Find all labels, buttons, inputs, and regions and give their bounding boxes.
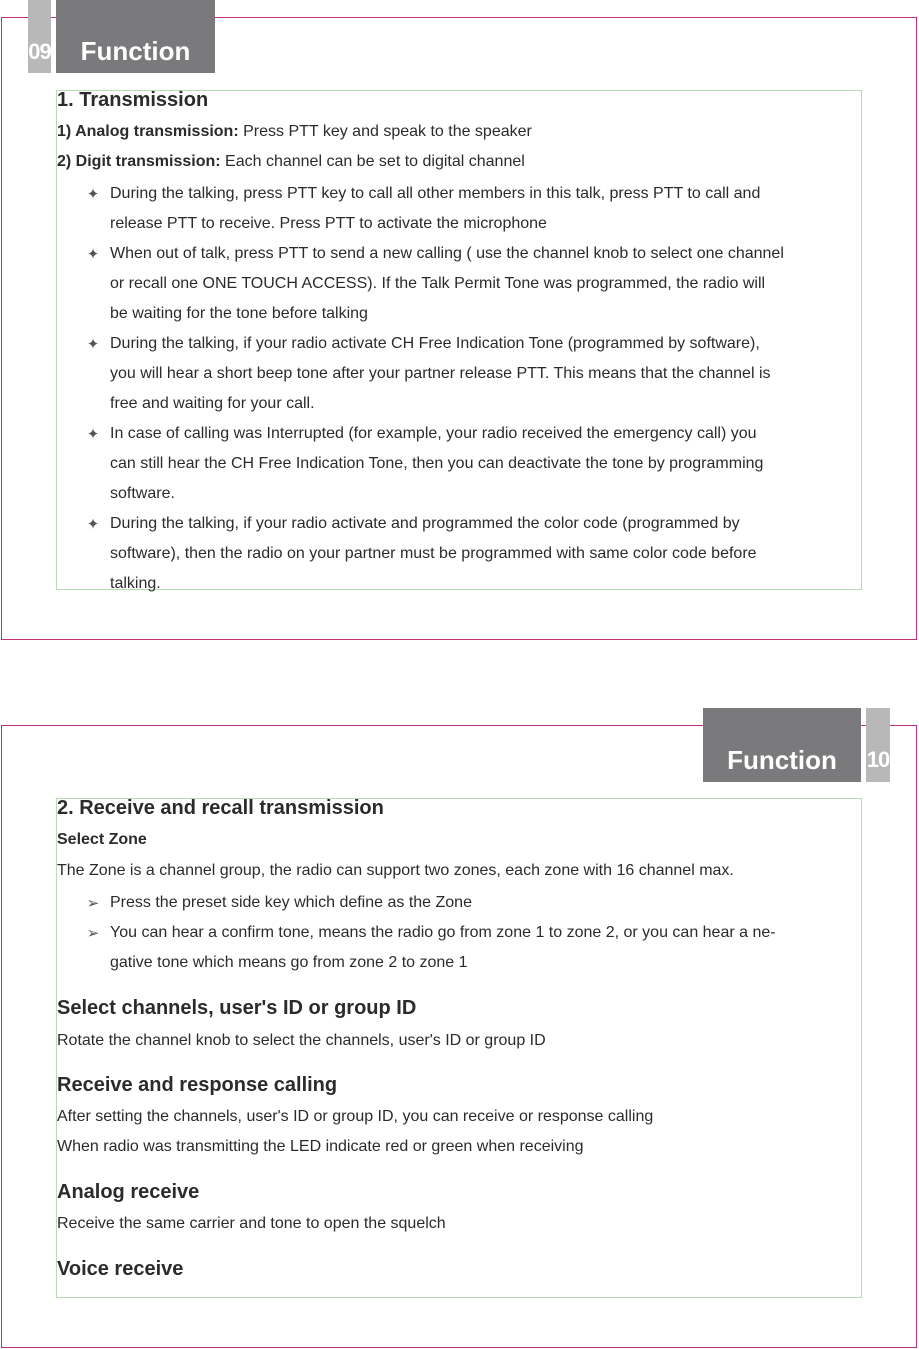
voice-receive-title: Voice receive [57,1258,184,1280]
select-channels-text: Rotate the channel knob to select the channels, user's ID or group ID [57,1032,546,1049]
star-bullet-icon: ✦ [86,336,100,353]
select-zone-title: Select Zone [57,831,147,848]
section-tab-title: Function [703,708,861,782]
page-number-09: 09 [28,0,51,73]
bullet-line: talking. [110,575,161,592]
star-bullet-icon: ✦ [86,186,100,203]
star-bullet-icon: ✦ [86,426,100,443]
arrow-bullet-icon: ➢ [86,925,100,942]
bullet-line: you will hear a short beep tone after your partner release PTT. This means that the channel is [110,365,771,382]
bullet-line: free and waiting for your call. [110,395,315,412]
bullet-line: or recall one ONE TOUCH ACCESS). If the Talk Permit Tone was programmed, the radio will [110,275,766,292]
bullet-line: can still hear the CH Free Indication Tone, then you can deactivate the tone by programming [110,455,764,472]
bullet-line: software), then the radio on your partner must be programmed with same color code before [110,545,757,562]
bullet-line: release PTT to receive. Press PTT to activate the microphone [110,215,547,232]
star-bullet-icon: ✦ [86,516,100,533]
bullet-line: During the talking, if your radio activate CH Free Indication Tone (programmed by software), [110,335,760,352]
section-tab-title: Function [56,0,215,73]
bullet-line: Press the preset side key which define as the Zone [110,894,472,911]
analog-transmission-line [57,122,532,142]
bullet-line: gative tone which means go from zone 2 to zone 1 [110,954,468,971]
digit-transmission-text: Each channel can be set to digital channel [225,153,525,170]
section-heading: 2. Receive and recall transmission [57,797,384,819]
star-bullet-icon: ✦ [86,246,100,263]
bullet-line: When out of talk, press PTT to send a new calling ( use the channel knob to select one channel [110,245,784,262]
bullet-line: During the talking, press PTT key to call all other members in this talk, press PTT to call and [110,185,761,202]
bullet-line: In case of calling was Interrupted (for example, your radio received the emergency call) you [110,425,757,442]
analog-receive-text: Receive the same carrier and tone to open the squelch [57,1215,446,1232]
digit-transmission-line [57,152,525,172]
section-heading: 1. Transmission [57,89,209,111]
arrow-bullet-icon: ➢ [86,895,100,912]
receive-title: Receive and response calling [57,1074,338,1096]
select-channels-title: Select channels, user's ID or group ID [57,997,417,1019]
digit-transmission-label: 2) Digit transmission: [57,153,221,170]
receive-text: When radio was transmitting the LED indicate red or green when receiving [57,1138,584,1155]
bullet-line: During the talking, if your radio activate and programmed the color code (programmed by [110,515,740,532]
page-number-10: 10 [866,708,890,782]
analog-transmission-label: 1) Analog transmission: [57,123,239,140]
bullet-line: software. [110,485,175,502]
bullet-line: be waiting for the tone before talking [110,305,368,322]
select-zone-text: The Zone is a channel group, the radio can support two zones, each zone with 16 channel max. [57,862,734,879]
analog-transmission-text: Press PTT key and speak to the speaker [243,123,532,140]
bullet-line: You can hear a confirm tone, means the radio go from zone 1 to zone 2, or you can hear a ne- [110,924,776,941]
receive-text: After setting the channels, user's ID or group ID, you can receive or response calling [57,1108,654,1125]
analog-receive-title: Analog receive [57,1181,200,1203]
